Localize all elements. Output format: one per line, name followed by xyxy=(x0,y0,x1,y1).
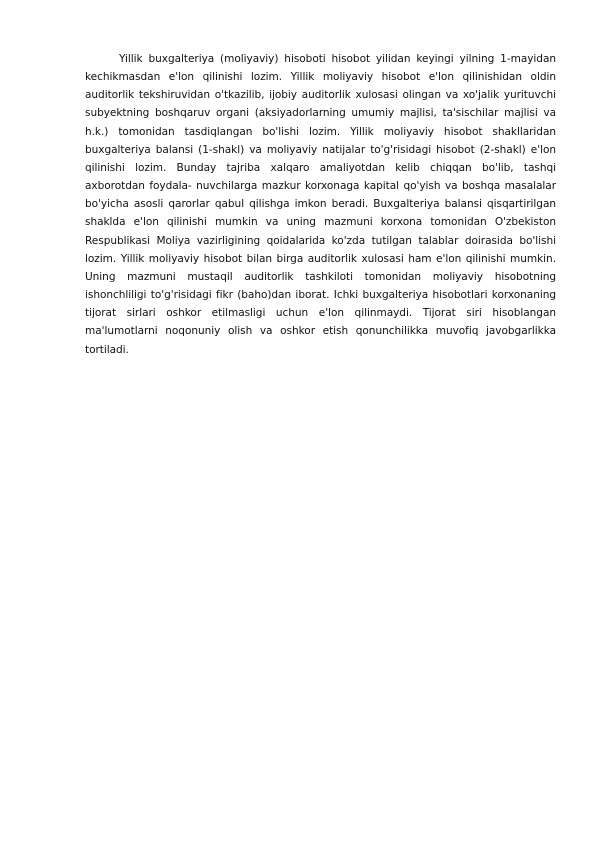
body-paragraph: Yillik buxgalteriya (moliyaviy) hisoboti hisobot yilidan keyingi yilning 1-mayidan kechikmasdan e'lon qilinishi lozim. Yillik moliyaviy hisobot e'lon qilinishidan oldin auditorlik tekshiruvidan o'tkazilib, ijobiy auditorlik xulosasi olingan va xo'jalik yurituvchi subyektning boshqaruv organi (aksiyadorlarning umumiy majlisi, ta'sischilar majlisi va h.k.) tomonidan tasdiqlangan bo'lishi lozim. Yillik moliyaviy hisobot shakllaridan buxgalteriya balansi (1-shakl) va moliyaviy natijalar to'g'risidagi hisobot (2-shakl) e'lon qilinishi lozim. Bunday tajriba xalqaro amaliyotdan kelib chiqqan bo'lib, tashqi axborotdan foydala- nuvchilarga mazkur korxonaga kapital qo'yish va boshqa masalalar bo'yicha asosli qarorlar qabul qilishga imkon beradi. Buxgalteriya balansi qisqartirilgan shaklda e'lon qilinishi mumkin va uning mazmuni korxona tomonidan O'zbekiston Respublikasi Moliya vazirligining qoidalarida ko'zda tutilgan talablar doirasida bo'lishi lozim. Yillik moliyaviy hisobot bilan birga auditorlik xulosasi ham e'lon qilinishi mumkin. Uning mazmuni mustaqil auditorlik tashkiloti tomonidan moliyaviy hisobotning ishonchliligi to'g'risidagi fikr (baho)dan iborat. Ichki buxgalteriya hisobotlari korxonaning tijorat sirlari oshkor etilmasligi uchun e'lon qilinmaydi. Tijorat siri hisoblangan ma'lumotlarni noqonuniy olish va oshkor etish qonunchilikka muvofiq javobgarlikka tortiladi. xyxy=(85,53,556,356)
